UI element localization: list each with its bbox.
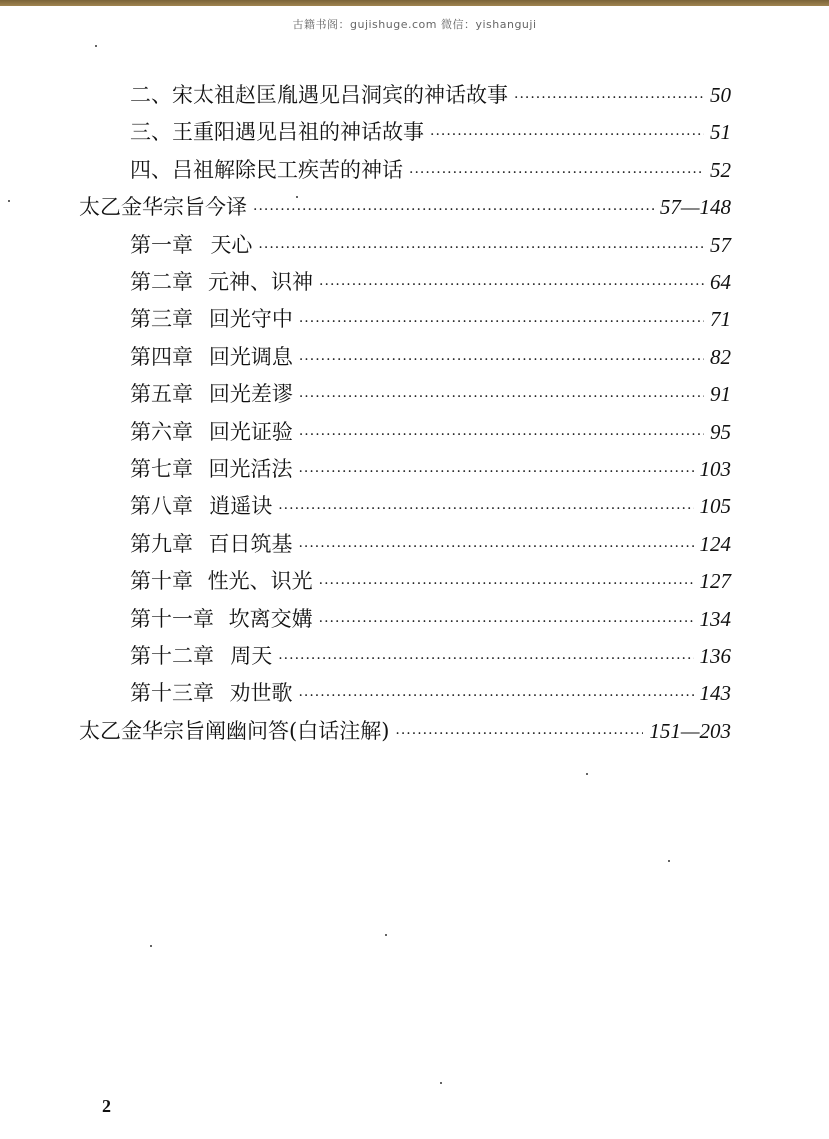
scan-speck	[95, 45, 97, 47]
toc-entry-page: 57—148	[659, 195, 731, 220]
toc-entry-subtitle: 坎离交媾	[228, 606, 313, 631]
toc-entry-subtitle: 天心	[210, 232, 253, 257]
toc-entry	[130, 566, 731, 596]
toc-entry-title: 第十二章	[130, 644, 214, 668]
watermark: 古籍书阁：gujishuge.com 微信：yishanguji	[292, 18, 537, 31]
toc-leader-dots	[298, 681, 693, 711]
toc-leader-dots	[253, 195, 654, 225]
toc-entry-page: 71	[710, 307, 731, 332]
toc-entry-page: 124	[699, 531, 731, 556]
toc-entry	[130, 491, 731, 521]
toc-entry-subtitle: 元神、识神	[208, 270, 314, 294]
toc-entry	[130, 80, 731, 110]
scan-speck	[150, 945, 152, 947]
toc-leader-dots	[319, 270, 704, 300]
toc-entry	[79, 192, 731, 222]
toc-entry-page: 103	[699, 457, 731, 481]
toc-entry	[130, 678, 731, 708]
toc-entry	[130, 379, 731, 409]
toc-entry-title: 第十章	[130, 569, 193, 594]
toc-leader-dots	[299, 345, 704, 375]
toc-leader-dots	[258, 233, 704, 263]
scan-speck	[296, 196, 298, 198]
toc-entry-title: 第十一章	[130, 606, 214, 631]
toc-entry	[130, 604, 731, 634]
toc-entry-subtitle: 回光差谬	[208, 382, 293, 407]
toc-leader-dots	[278, 494, 693, 524]
scan-speck	[668, 860, 670, 862]
toc-entry-title: 三、王重阳遇见吕祖的神话故事	[130, 120, 424, 145]
toc-entry	[130, 230, 731, 260]
toc-entry-page: 57	[710, 232, 731, 257]
toc-leader-dots	[299, 420, 704, 450]
toc-entry	[130, 342, 731, 372]
toc-leader-dots	[299, 307, 704, 337]
toc-entry-page: 134	[699, 606, 731, 631]
toc-entry-title: 第十三章	[130, 681, 214, 706]
toc-entry-subtitle: 百日筑基	[208, 531, 293, 556]
toc-entry-subtitle: 回光证验	[208, 419, 293, 444]
toc-entry-title: 第四章	[130, 344, 193, 369]
toc-entry-title: 第五章	[130, 382, 193, 407]
toc-entry-title: 第二章	[130, 270, 193, 294]
toc-entry-subtitle: 性光、识光	[207, 569, 313, 594]
toc-entry-title: 第七章	[130, 457, 193, 481]
toc-entry	[130, 155, 731, 185]
toc-entry-page: 151—203	[649, 718, 731, 743]
scan-speck	[8, 200, 10, 202]
toc-entry-title: 四、吕祖解除民工疾苦的神话	[130, 157, 403, 182]
toc-leader-dots	[319, 569, 694, 599]
toc-leader-dots	[298, 532, 693, 562]
toc-leader-dots	[319, 607, 694, 637]
toc-entry-subtitle: 回光守中	[208, 307, 293, 332]
toc-entry-page: 52	[710, 157, 731, 182]
toc-entry-page: 51	[710, 120, 731, 145]
toc-leader-dots	[409, 158, 704, 188]
toc-entry-title: 第六章	[130, 419, 193, 444]
toc-entry-title: 太乙金华宗旨今译	[79, 195, 247, 220]
scan-speck	[440, 1082, 442, 1084]
toc-entry-subtitle: 回光调息	[208, 344, 293, 369]
toc-entry-subtitle: 逍遥诀	[209, 494, 273, 519]
toc-entry-page: 91	[710, 382, 731, 407]
toc-leader-dots	[430, 120, 704, 150]
toc-entry	[130, 529, 731, 559]
toc-entry	[130, 267, 731, 297]
toc-entry	[130, 454, 731, 484]
toc-entry-page: 95	[710, 419, 731, 444]
toc-leader-dots	[395, 719, 643, 749]
toc-entry-title: 第三章	[130, 307, 193, 332]
toc-entry	[130, 117, 731, 147]
toc-leader-dots	[299, 382, 704, 412]
toc-entry-title: 第一章	[130, 232, 193, 257]
scan-speck	[586, 773, 588, 775]
toc-entry-page: 105	[699, 494, 731, 519]
toc-entry	[130, 641, 731, 671]
toc-entry-title: 第九章	[130, 531, 193, 556]
toc-entry-subtitle: 劝世歌	[229, 681, 293, 706]
toc-entry	[79, 716, 731, 746]
page-number: 2	[102, 1096, 111, 1116]
toc-entry-page: 127	[699, 569, 731, 594]
toc-entry-title: 第八章	[130, 494, 193, 519]
scan-speck	[385, 934, 387, 936]
top-border	[0, 0, 829, 6]
toc-entry-subtitle: 回光活法	[208, 457, 293, 481]
toc-entry	[130, 417, 731, 447]
toc-leader-dots	[278, 644, 693, 674]
toc-leader-dots	[298, 457, 693, 487]
toc-entry-page: 50	[710, 83, 731, 107]
toc-entry-title: 二、宋太祖赵匡胤遇见吕洞宾的神话故事	[130, 83, 508, 107]
toc-leader-dots	[514, 83, 704, 113]
toc-entry-subtitle: 周天	[230, 644, 273, 668]
toc-entry-page: 64	[710, 270, 731, 294]
toc-entry	[130, 304, 731, 334]
toc-entry-title: 太乙金华宗旨阐幽问答(白话注解)	[79, 718, 390, 743]
toc-entry-page: 143	[699, 681, 731, 706]
toc-entry-page: 136	[699, 644, 731, 668]
toc-entry-page: 82	[710, 344, 731, 369]
